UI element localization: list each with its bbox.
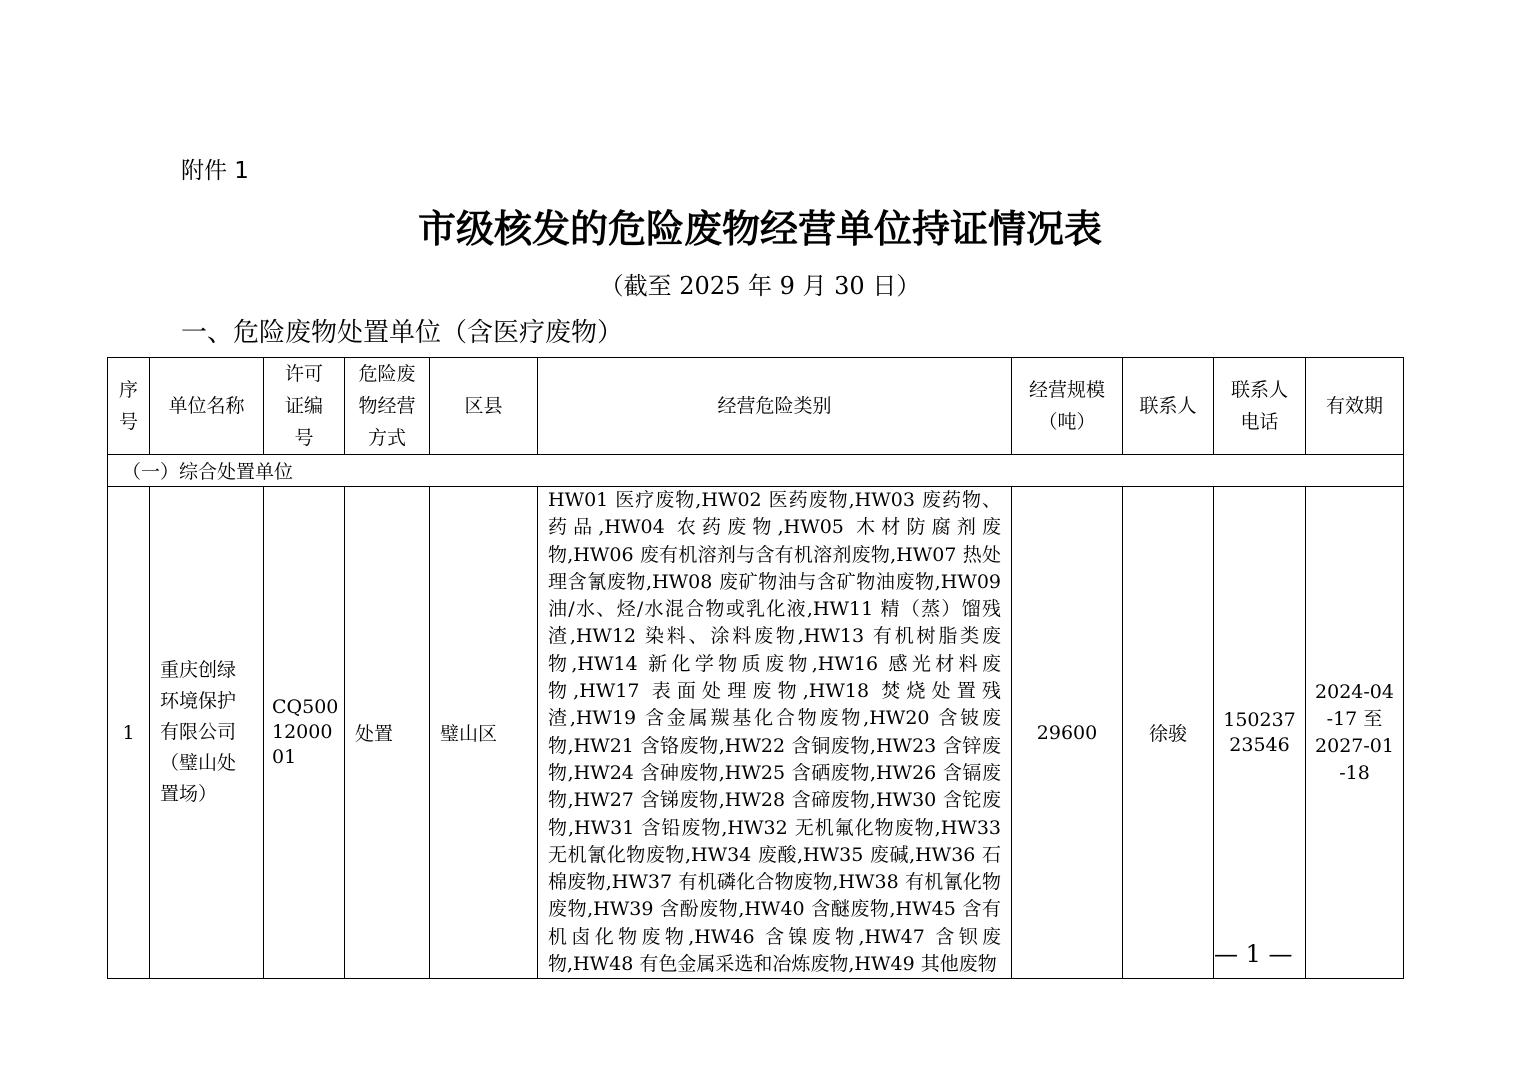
cell-district: 璧山区 <box>430 487 538 979</box>
date-note: （截至 2025 年 9 月 30 日） <box>599 272 921 300</box>
cell-validity: 2024-04 -17 至 2027-01 -18 <box>1306 487 1404 979</box>
page-number: — 1 — <box>1214 940 1293 968</box>
section-heading: 一、危险废物处置单位（含医疗废物） <box>181 318 624 348</box>
attachment-label: 附件 1 <box>181 158 249 184</box>
permit-table <box>107 357 1404 979</box>
header-permit-no: 许可 证编 号 <box>264 358 345 455</box>
header-unit-name: 单位名称 <box>150 358 264 455</box>
cell-contact: 徐骏 <box>1123 487 1214 979</box>
cell-scale: 29600 <box>1012 487 1123 979</box>
cell-categories <box>538 487 1012 979</box>
header-scale: 经营规模 （吨） <box>1012 358 1123 455</box>
header-seq: 序 号 <box>108 358 150 455</box>
header-district: 区县 <box>430 358 538 455</box>
cell-unit-name: 重庆创绿 环境保护 有限公司 （璧山处 置场） <box>150 487 264 979</box>
cell-phone: 150237 23546 <box>1214 487 1306 979</box>
cell-permit-no: CQ500 12000 01 <box>264 487 345 979</box>
header-categories: 经营危险类别 <box>538 358 1012 455</box>
cell-mode: 处置 <box>345 487 430 979</box>
table-row <box>108 487 1404 979</box>
header-validity: 有效期 <box>1306 358 1404 455</box>
cell-seq: 1 <box>108 487 150 979</box>
header-mode: 危险废 物经营 方式 <box>345 358 430 455</box>
table-header-row <box>108 358 1404 455</box>
group-label: （一）综合处置单位 <box>108 455 1404 487</box>
page-title: 市级核发的危险废物经营单位持证情况表 <box>417 206 1102 251</box>
header-contact: 联系人 <box>1123 358 1214 455</box>
categories-text: HW01 医疗废物,HW02 医药废物,HW03 废药物、药品,HW04 农药废物,HW05 木材防腐剂废物,HW06 废有机溶剂与含有机溶剂废物,HW07 热处理含氰废物,HW08 废矿物油与含矿物油废物,HW09 油/水、烃/水混合物或乳化液,HW11 精（蒸）馏残渣,HW12 染料、涂料废物,HW13 有机树脂类废物,HW14 新化学物质废物,HW16 感光材料废物,HW17 表面处理废物,HW18 焚烧处置残渣,HW19 含金属羰基化合物废物,HW20 含铍废物,HW21 含铬废物,HW22 含铜废物,HW23 含锌废物,HW24 含砷废物,HW25 含硒废物,HW26 含镉废物,HW27 含锑废物,HW28 含碲废物,HW30 含铊废物,HW31 含铅废物,HW32 无机氟化物废物,HW33 无机氰化物废物,HW34 废酸,HW35 废碱,HW36 石棉废物,HW37 有机磷化合物废物,HW38 有机氰化物废物,HW39 含酚废物,HW40 含醚废物,HW45 含有机卤化物废物,HW46 含镍废物,HW47 含钡废物,HW48 有色金属采选和冶炼废物,HW49 其他废物 <box>548 489 1001 976</box>
group-row <box>108 455 1404 487</box>
header-phone: 联系人 电话 <box>1214 358 1306 455</box>
